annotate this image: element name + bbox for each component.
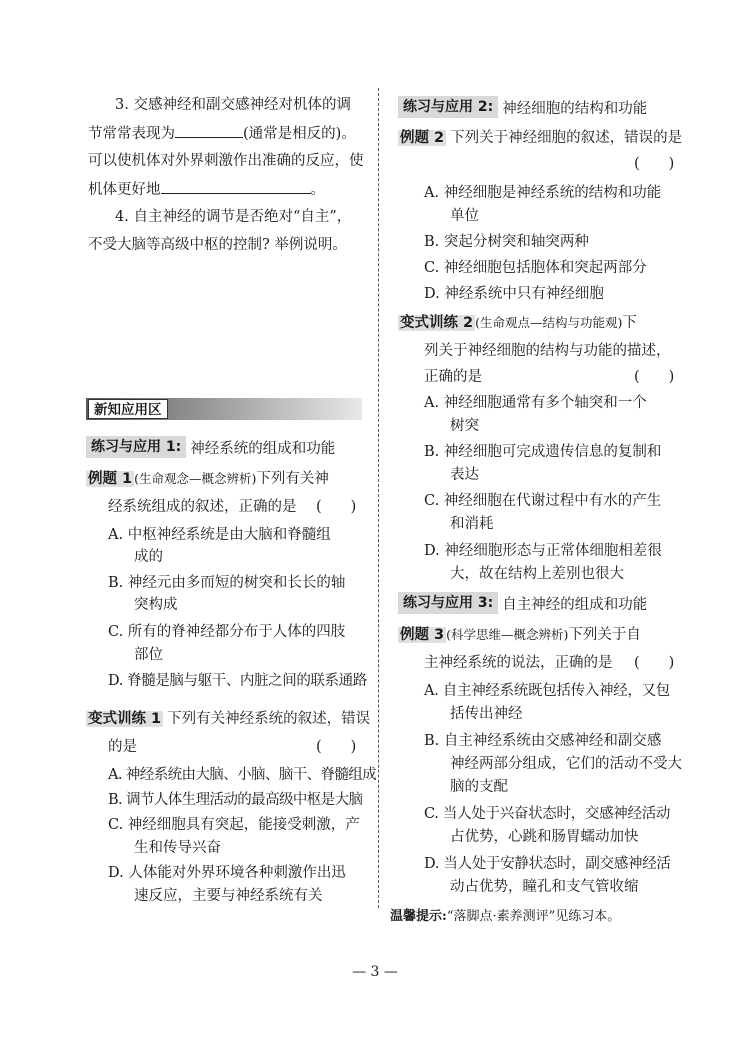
example-1-option-d: D. 脊髓是脑与躯干、内脏之间的联系通路	[108, 673, 367, 689]
variant-2-option-d-cont: 大，故在结构上差别也很大	[450, 566, 624, 582]
variant-2-line-2: 列关于神经细胞的结构与功能的描述，	[424, 343, 671, 359]
example-3-text: 下列关于自	[568, 627, 641, 643]
example-1-option-a-cont: 成的	[134, 549, 163, 565]
q3-line-2-text: 节常常表现为	[88, 126, 175, 142]
q3-line-4-tail: 。	[310, 182, 325, 198]
variant-2-option-d: D. 神经细胞形态与正常体细胞相差很	[424, 543, 662, 559]
q4-line-2: 不受大脑等高级中枢的控制? 举例说明。	[88, 237, 347, 253]
example-1-option-b-cont: 突构成	[134, 597, 178, 613]
zone-label: 新知应用区	[88, 399, 168, 419]
q3-line-2-tail: (通常是相反的)。	[243, 126, 356, 142]
answer-blank-2[interactable]	[161, 178, 311, 194]
variant-2-tag: 变式训练 2	[400, 315, 474, 331]
example-2-option-a: A. 神经细胞是神经系统的结构和功能	[424, 185, 662, 201]
practice-2-tag: 练习与应用 2:	[398, 96, 498, 118]
page-number: — 3 —	[352, 964, 398, 980]
variant-2-option-a: A. 神经细胞通常有多个轴突和一个	[424, 395, 647, 411]
example-1-answer-paren[interactable]: ( )	[316, 499, 357, 515]
example-1-line-1	[86, 468, 329, 490]
example-1-option-c: C. 所有的脊神经都分布于人体的四肢	[108, 624, 346, 640]
variant-2-option-b-cont: 表达	[450, 467, 479, 483]
variant-1-tag: 变式训练 1	[88, 711, 162, 727]
variant-1-option-b: B. 调节人体生理活动的最高级中枢是大脑	[108, 792, 363, 808]
example-2-line-1	[398, 127, 682, 149]
practice-1-tag: 练习与应用 1:	[86, 436, 186, 458]
example-3-line-1	[398, 624, 641, 646]
example-2-option-a-cont: 单位	[450, 208, 479, 224]
example-2-text: 下列关于神经细胞的叙述，错误的是	[450, 130, 683, 146]
variant-1-option-a: A. 神经系统由大脑、小脑、脑干、脊髓组成	[108, 767, 377, 783]
example-3-line-2: 主神经系统的说法，正确的是	[424, 655, 613, 671]
variant-2-answer-paren[interactable]: ( )	[634, 369, 675, 385]
variant-1-option-c-cont: 生和传导兴奋	[134, 840, 221, 856]
practice-3-tag: 练习与应用 3:	[398, 592, 498, 614]
example-1-option-a: A. 中枢神经系统是由大脑和脊髓组	[108, 527, 331, 543]
q3-line-3: 可以使机体对外界刺激作出准确的反应，使	[88, 153, 364, 169]
warm-tip-text: “落脚点·素养测评”见练习本。	[446, 909, 621, 924]
example-3-option-d: D. 当人处于安静状态时，副交感神经活	[424, 856, 671, 872]
practice-3-title: 自主神经的组成和功能	[502, 596, 648, 613]
new-knowledge-banner	[86, 398, 362, 420]
practice-1-title: 神经系统的组成和功能	[190, 440, 336, 457]
warm-tip	[390, 906, 620, 928]
variant-2-text: 下	[622, 315, 637, 331]
example-3-option-b: B. 自主神经系统由交感神经和副交感	[424, 733, 662, 749]
practice-3-header	[398, 592, 647, 614]
example-3-option-c-cont: 占优势，心跳和肠胃蠕动加快	[450, 829, 639, 845]
example-1-option-c-cont: 部位	[134, 647, 163, 663]
example-3-option-b-cont: 神经两部分组成，它们的活动不受大	[450, 756, 682, 772]
example-3-option-d-cont: 动占优势，瞳孔和支气管收缩	[450, 879, 639, 895]
example-3-tag: 例题 3	[400, 627, 445, 643]
variant-2-option-b: B. 神经细胞可完成遗传信息的复制和	[424, 444, 662, 460]
variant-1-text: 下列有关神经系统的叙述，错误	[167, 711, 371, 727]
q4-line-1: 4. 自主神经的调节是否绝对“自主”，	[115, 209, 352, 225]
example-2-option-c: C. 神经细胞包括胞体和突起两部分	[424, 260, 647, 276]
example-2-tag: 例题 2	[400, 130, 445, 146]
example-1-option-b: B. 神经元由多而短的树突和长长的轴	[108, 575, 346, 591]
warm-tip-label: 温馨提示:	[390, 909, 447, 924]
example-2-option-b: B. 突起分树突和轴突两种	[424, 234, 589, 250]
variant-1-option-d-cont: 速反应，主要与神经系统有关	[134, 888, 323, 904]
practice-1-header	[86, 436, 335, 458]
practice-2-title: 神经细胞的结构和功能	[502, 100, 648, 117]
answer-blank-1[interactable]	[175, 122, 243, 138]
variant-2-option-c-cont: 和消耗	[450, 516, 494, 532]
variant-1-option-d: D. 人体能对外界环境各种刺激作出迅	[108, 865, 346, 881]
example-2-answer-paren[interactable]: ( )	[634, 156, 675, 172]
example-2-option-d: D. 神经系统中只有神经细胞	[424, 286, 604, 302]
variant-1-line-2: 的是	[108, 739, 137, 755]
q3-line-1: 3. 交感神经和副交感神经对机体的调	[115, 97, 351, 113]
example-1-text: 下列有关神	[256, 471, 329, 487]
column-divider	[378, 88, 379, 908]
practice-2-header	[398, 96, 647, 118]
variant-1-answer-paren[interactable]: ( )	[316, 739, 357, 755]
q3-line-4-text: 机体更好地	[88, 182, 161, 198]
variant-1-line-1	[86, 708, 370, 730]
example-3-option-a-cont: 括传出神经	[450, 706, 523, 722]
variant-2-subtag: (生命观点—结构与功能观)	[475, 315, 623, 330]
example-3-subtag: (科学思维—概念辨析)	[446, 627, 569, 642]
variant-1-option-c: C. 神经细胞具有突起，能接受刺激，产	[108, 817, 360, 833]
example-1-subtag: (生命观念—概念辨析)	[134, 471, 257, 486]
example-3-answer-paren[interactable]: ( )	[634, 655, 675, 671]
variant-2-line-1	[398, 312, 637, 334]
variant-2-line-3: 正确的是	[424, 369, 482, 385]
example-3-option-b-cont-2: 脑的支配	[450, 779, 508, 795]
example-3-option-a: A. 自主神经系统既包括传入神经，又包	[424, 683, 670, 699]
q3-line-4	[88, 178, 325, 201]
variant-2-option-c: C. 神经细胞在代谢过程中有水的产生	[424, 493, 662, 509]
variant-2-option-a-cont: 树突	[450, 418, 479, 434]
q3-line-2	[88, 122, 356, 145]
example-1-tag: 例题 1	[88, 471, 133, 487]
example-3-option-c: C. 当人处于兴奋状态时，交感神经活动	[424, 806, 671, 822]
example-1-line-2: 经系统组成的叙述，正确的是	[108, 499, 297, 515]
